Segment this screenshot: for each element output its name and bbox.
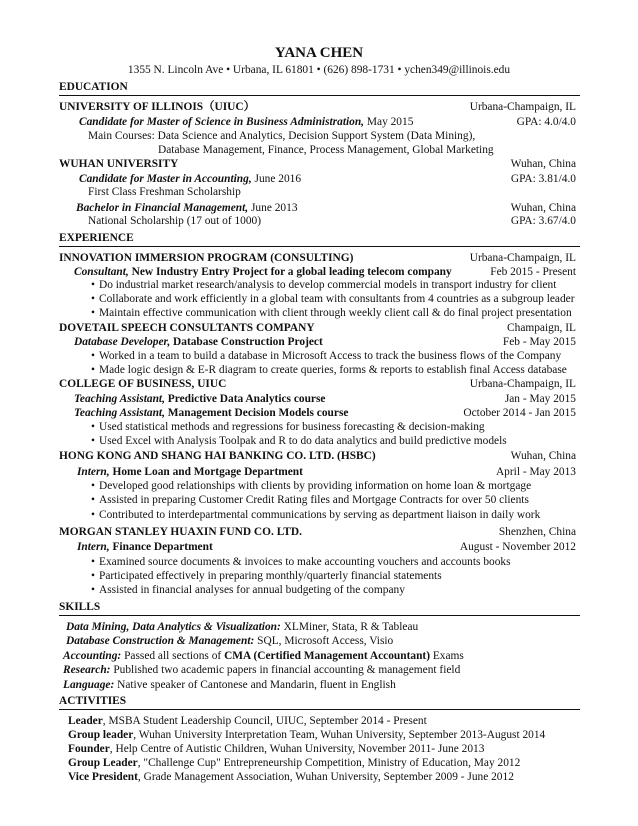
org-morgan: MORGAN STANLEY HUAXIN FUND CO. LTD. — [59, 526, 302, 538]
activity-role: Leader — [68, 715, 103, 727]
degree-line — [76, 202, 298, 215]
bullet-item: • Maintain effective communication with client through weekly client call & do final project presentation — [91, 307, 572, 319]
bullet-item: • Participated effectively in preparing monthly/quarterly financial statements — [91, 570, 442, 582]
role-project: Home Loan and Mortgage Department — [109, 466, 303, 478]
degree-title: Candidate for Master of Science in Business Administration, — [79, 116, 365, 128]
role-project: Finance Department — [109, 541, 213, 553]
bullet-text: Contributed to interdepartmental communications by serving as department liaison in daily work — [99, 509, 541, 521]
skill-emphasis: CMA (Certified Management Accountant) — [224, 650, 430, 662]
skill-label: Data Mining, Data Analytics & Visualization: — [66, 621, 281, 633]
skill-text: Native speaker of Cantonese and Mandarin, fluent in English — [114, 679, 396, 691]
degree-line — [79, 173, 301, 186]
skill-label: Database Construction & Management: — [66, 635, 255, 647]
activity-item — [68, 743, 484, 756]
role-title: Teaching Assistant, — [74, 393, 165, 405]
school-uiuc: UNIVERSITY OF ILLINOIS（UIUC） — [59, 101, 255, 113]
bullet-text: Participated effectively in preparing monthly/quarterly financial statements — [99, 570, 442, 582]
activity-text: , Grade Management Association, Wuhan University, September 2009 - June 2012 — [137, 771, 514, 783]
degree-date: June 2016 — [251, 173, 302, 185]
contact-line: 1355 N. Lincoln Ave • Urbana, IL 61801 • (626) 898-1731 • ychen349@illinois.edu — [127, 64, 511, 76]
bullet-text: Examined source documents & invoices to make accounting vouchers and accounts books — [99, 556, 511, 568]
role-title: Intern, — [77, 466, 110, 478]
gpa: GPA: 3.81/4.0 — [510, 173, 576, 185]
activity-text: , Wuhan University Interpretation Team, Wuhan University, September 2013-August 2014 — [133, 729, 546, 741]
scholarship-line: National Scholarship (17 out of 1000) — [88, 215, 262, 227]
location: Champaign, IL — [507, 322, 576, 334]
gpa: GPA: 3.67/4.0 — [510, 215, 576, 227]
role-line — [74, 393, 325, 406]
activity-item — [68, 771, 514, 784]
resume-name: YANA CHEN — [274, 45, 364, 61]
bullet-text: Do industrial market research/analysis to develop commercial models in transport industry for client — [99, 279, 557, 291]
degree-date: June 2013 — [248, 202, 298, 214]
date: October 2014 - Jan 2015 — [463, 407, 576, 419]
skill-text: Passed all sections of — [121, 650, 225, 662]
activity-role: Group Leader — [68, 757, 138, 769]
skill-label: Accounting: — [63, 650, 122, 662]
skill-item — [63, 679, 396, 692]
degree-title: Bachelor in Financial Management, — [76, 202, 249, 214]
degree-line — [79, 116, 413, 129]
activity-text: , "Challenge Cup" Entrepreneurship Competition, Ministry of Education, May 2012 — [137, 757, 521, 769]
org-dovetail: DOVETAIL SPEECH CONSULTANTS COMPANY — [59, 322, 315, 334]
location: Wuhan, China — [510, 450, 576, 462]
bullet-text: Developed good relationships with clients by providing information on home loan & mortgage — [99, 480, 532, 492]
activity-role: Group leader — [68, 729, 134, 741]
courses-line: Database Management, Finance, Process Management, Global Marketing — [158, 144, 494, 156]
section-divider — [59, 709, 580, 710]
org-iip: INNOVATION IMMERSION PROGRAM (CONSULTING) — [59, 252, 354, 264]
role-line — [77, 466, 303, 479]
bullet-text: Assisted in preparing Customer Credit Rating files and Mortgage Contracts for over 50 clients — [99, 494, 529, 506]
section-divider — [59, 95, 580, 96]
gpa: GPA: 4.0/4.0 — [516, 116, 576, 128]
school-wuhan: WUHAN UNIVERSITY — [59, 158, 179, 170]
activity-text: , Help Centre of Autistic Children, Wuhan University, November 2011- June 2013 — [109, 743, 485, 755]
skill-text: XLMiner, Stata, R & Tableau — [280, 621, 419, 633]
bullet-text: Used Excel with Analysis Toolpak and R to do data analytics and build predictive models — [99, 435, 507, 447]
role-title: Teaching Assistant, — [74, 407, 165, 419]
org-hsbc: HONG KONG AND SHANG HAI BANKING CO. LTD. (HSBC) — [59, 450, 376, 462]
bullet-text: Worked in a team to build a database in Microsoft Access to track the business flows of the Company — [99, 350, 562, 362]
skill-label: Language: — [63, 679, 115, 691]
bullet-item: • Made logic design & E-R diagram to create queries, forms & reports to establish final Access database — [91, 364, 567, 376]
bullet-item: • Examined source documents & invoices to make accounting vouchers and accounts books — [91, 556, 511, 568]
bullet-item: • Worked in a team to build a database in Microsoft Access to track the business flows of the Company — [91, 350, 562, 362]
role-line — [74, 336, 323, 349]
bullet-text: Collaborate and work efficiently in a global team with consultants from 4 countries as a subgroup leader — [99, 293, 575, 305]
role-line — [74, 407, 348, 420]
role-line — [77, 541, 213, 554]
role-project: New Industry Entry Project for a global leading telecom company — [128, 266, 452, 278]
skill-item — [66, 621, 418, 634]
section-divider — [59, 615, 580, 616]
scholarship-line: First Class Freshman Scholarship — [88, 186, 241, 198]
date: Jan - May 2015 — [504, 393, 576, 405]
skill-text: Exams — [430, 650, 464, 662]
skill-item — [66, 635, 393, 648]
section-heading-education: EDUCATION — [59, 81, 128, 93]
bullet-text: Used statistical methods and regressions for business forecasting & decision-making — [99, 421, 485, 433]
section-heading-experience: EXPERIENCE — [59, 232, 134, 244]
activity-text: , MSBA Student Leadership Council, UIUC, September 2014 - Present — [102, 715, 427, 727]
role-title: Intern, — [77, 541, 110, 553]
activity-item — [68, 715, 427, 728]
bullet-text: Maintain effective communication with client through weekly client call & do final project presentation — [99, 307, 572, 319]
role-project: Predictive Data Analytics course — [164, 393, 326, 405]
skill-item — [63, 650, 464, 663]
activity-item — [68, 729, 545, 742]
location: Urbana-Champaign, IL — [469, 378, 576, 390]
skill-label: Research: — [63, 664, 111, 676]
section-divider — [59, 246, 580, 247]
location: Shenzhen, China — [498, 526, 576, 538]
degree-date: May 2015 — [364, 116, 414, 128]
bullet-item: • Do industrial market research/analysis to develop commercial models in transport industry for client — [91, 279, 557, 291]
section-heading-skills: SKILLS — [59, 601, 101, 613]
date: Feb 2015 - Present — [490, 266, 576, 278]
bullet-item: • Collaborate and work efficiently in a global team with consultants from 4 countries as a subgroup leader — [91, 293, 575, 305]
courses-line: Main Courses: Data Science and Analytics, Decision Support System (Data Mining), — [88, 130, 476, 142]
date: April - May 2013 — [495, 466, 576, 478]
location: Wuhan, China — [510, 202, 576, 214]
role-project: Database Construction Project — [170, 336, 323, 348]
bullet-text: Assisted in financial analyses for annual budgeting of the company — [99, 584, 405, 596]
skill-text: SQL, Microsoft Access, Visio — [254, 635, 394, 647]
date: August - November 2012 — [459, 541, 576, 553]
bullet-text: Made logic design & E-R diagram to create queries, forms & reports to establish final Access database — [99, 364, 567, 376]
activity-item — [68, 757, 520, 770]
role-title: Consultant, — [74, 266, 129, 278]
role-line — [74, 266, 452, 279]
bullet-item: • Used statistical methods and regressions for business forecasting & decision-making — [91, 421, 485, 433]
org-cob: COLLEGE OF BUSINESS, UIUC — [59, 378, 227, 390]
location: Urbana-Champaign, IL — [469, 101, 576, 113]
role-project: Management Decision Models course — [164, 407, 349, 419]
bullet-item: • Assisted in financial analyses for annual budgeting of the company — [91, 584, 405, 596]
location: Urbana-Champaign, IL — [469, 252, 576, 264]
location: Wuhan, China — [510, 158, 576, 170]
bullet-item: • Contributed to interdepartmental communications by serving as department liaison in daily work — [91, 509, 541, 521]
bullet-item: • Assisted in preparing Customer Credit Rating files and Mortgage Contracts for over 50 clients — [91, 494, 529, 506]
activity-role: Vice President — [68, 771, 138, 783]
skill-text: Published two academic papers in financial accounting & management field — [110, 664, 461, 676]
activity-role: Founder — [68, 743, 110, 755]
date: Feb - May 2015 — [502, 336, 576, 348]
bullet-item: • Developed good relationships with clients by providing information on home loan & mortgage — [91, 480, 532, 492]
degree-title: Candidate for Master in Accounting, — [79, 173, 252, 185]
skill-item — [63, 664, 460, 677]
section-heading-activities: ACTIVITIES — [59, 695, 127, 707]
bullet-item: • Used Excel with Analysis Toolpak and R to do data analytics and build predictive models — [91, 435, 507, 447]
role-title: Database Developer, — [74, 336, 171, 348]
